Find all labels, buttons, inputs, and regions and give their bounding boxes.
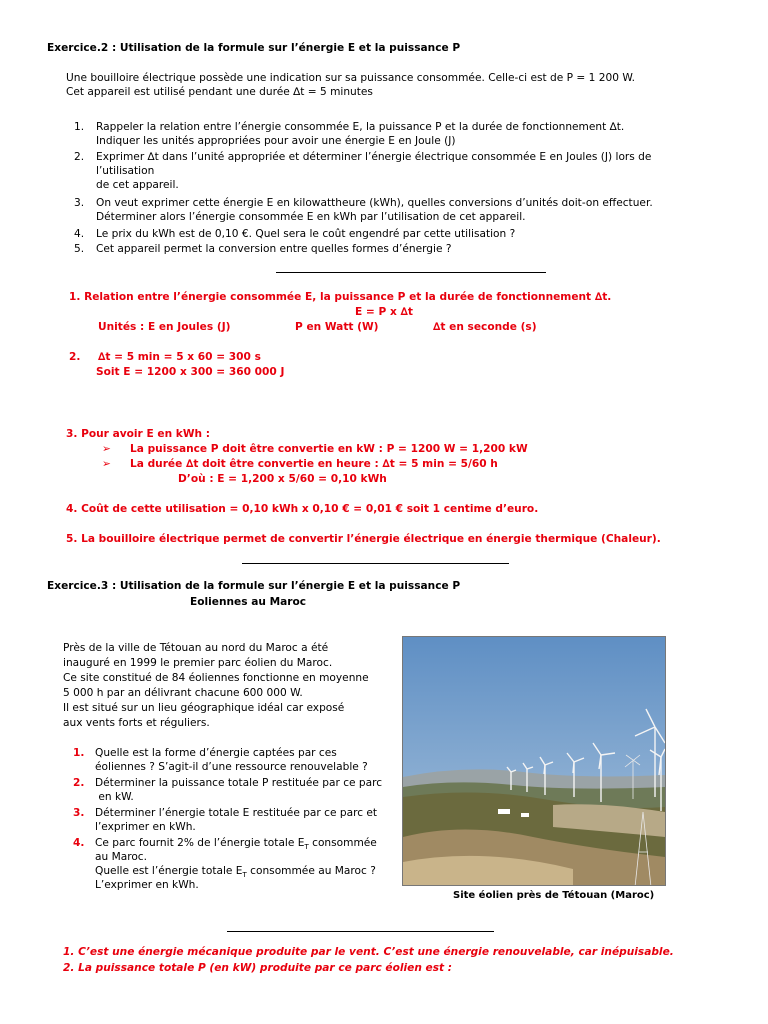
question-text: l’utilisation <box>96 165 155 177</box>
ex2-question-4 <box>74 227 515 241</box>
wind-farm-illustration <box>403 637 665 885</box>
wind-farm-photo <box>402 636 666 886</box>
ex2-answer-1-unit-t: ∆t en seconde (s) <box>433 321 537 333</box>
ex2-answer-2-line-1: ∆t = 5 min = 5 x 60 = 300 s <box>98 351 261 363</box>
ex2-answer-3-result: D’où : E = 1,200 x 5/60 = 0,10 kWh <box>178 473 387 485</box>
bullet-text: La durée ∆t doit être convertie en heure : ∆t = 5 min = 5/60 h <box>130 458 498 470</box>
bullet-text: La puissance P doit être convertie en kW : P = 1200 W = 1,200 kW <box>130 443 528 455</box>
question-number: 4. <box>73 837 85 849</box>
ex2-answer-3-title: 3. Pour avoir E en kWh : <box>66 428 210 440</box>
question-text: consommée <box>308 837 377 849</box>
question-text: Cet appareil permet la conversion entre quelles formes d’énergie ? <box>96 243 452 255</box>
ex2-answer-3-bullet-2 <box>102 457 498 471</box>
question-text: Déterminer alors l’énergie consommée E en kWh par l’utilisation de cet appareil. <box>96 211 526 223</box>
ex2-answer-4: 4. Coût de cette utilisation = 0,10 kWh x 0,10 € = 0,01 € soit 1 centime d’euro. <box>66 503 539 515</box>
question-number: 2. <box>74 151 85 163</box>
question-number: 1. <box>74 121 85 133</box>
ex2-answer-3-bullet-1 <box>102 442 528 456</box>
question-text: éoliennes ? S’agit-il d’une ressource renouvelable ? <box>95 761 368 773</box>
ex2-answer-2-line-2: Soit E = 1200 x 300 = 360 000 J <box>96 366 285 378</box>
intro-line: inauguré en 1999 le premier parc éolien du Maroc. <box>63 657 333 669</box>
photo-caption: Site éolien près de Tétouan (Maroc) <box>453 890 655 901</box>
question-number: 5. <box>74 243 85 255</box>
ex2-question-1 <box>74 120 624 148</box>
divider <box>276 272 546 273</box>
ex2-answer-1-unit-e: Unités : E en Joules (J) <box>98 321 231 333</box>
question-text: Déterminer l’énergie totale E restituée par ce parc et <box>95 807 378 819</box>
ex3-title: Exercice.3 : Utilisation de la formule sur l’énergie E et la puissance P <box>47 580 461 592</box>
ex2-answer-1-formula: E = P x ∆t <box>355 306 413 318</box>
ex2-intro-line-1: Une bouilloire électrique possède une indication sur sa puissance consommée. Celle-ci est de P = 1 200 W. <box>66 72 635 84</box>
question-text: Indiquer les unités appropriées pour avoir une énergie E en Joule (J) <box>96 135 456 147</box>
ex3-intro <box>63 641 369 731</box>
question-text: Quelle est la forme d’énergie captées par ces <box>95 747 337 759</box>
subscript-t: T <box>304 843 309 852</box>
question-text: Ce parc fournit 2% de l’énergie totale E <box>95 837 305 849</box>
question-number: 3. <box>74 197 85 209</box>
question-text: Exprimer ∆t dans l’unité appropriée et déterminer l’énergie électrique consommée E en Joules (J) lors de <box>96 151 652 163</box>
question-text: Quelle est l’énergie totale E <box>95 865 243 877</box>
question-text: Le prix du kWh est de 0,10 €. Quel sera le coût engendré par cette utilisation ? <box>96 228 516 240</box>
intro-line: Près de la ville de Tétouan au nord du Maroc a été <box>63 642 329 654</box>
arrow-bullet-icon: ➢ <box>102 458 111 470</box>
arrow-bullet-icon: ➢ <box>102 443 111 455</box>
intro-line: Ce site constitué de 84 éoliennes fonctionne en moyenne <box>63 672 369 684</box>
question-text: L’exprimer en kWh. <box>95 879 199 891</box>
question-text: en kW. <box>95 791 134 803</box>
intro-line: aux vents forts et réguliers. <box>63 717 210 729</box>
question-number: 2. <box>73 777 85 789</box>
question-text: On veut exprimer cette énergie E en kilowattheure (kWh), quelles conversions d’unités doit-on effectuer. <box>96 197 653 209</box>
ex3-subtitle: Eoliennes au Maroc <box>190 596 307 608</box>
question-text: consommée au Maroc ? <box>246 865 376 877</box>
ex2-title: Exercice.2 : Utilisation de la formule sur l’énergie E et la puissance P <box>47 42 461 54</box>
ex2-intro-line-2: Cet appareil est utilisé pendant une durée ∆t = 5 minutes <box>66 86 373 98</box>
question-number: 4. <box>74 228 85 240</box>
question-text: de cet appareil. <box>96 179 179 191</box>
ex2-question-5 <box>74 242 451 256</box>
question-text: Rappeler la relation entre l’énergie consommée E, la puissance P et la durée de fonctionnement ∆t. <box>96 121 625 133</box>
ex3-answer-2: 2. La puissance totale P (en kW) produite par ce parc éolien est : <box>63 962 453 974</box>
ex2-question-3 <box>74 196 653 224</box>
ex3-answer-1: 1. C’est une énergie mécanique produite par le vent. C’est une énergie renouvelable, car inépuisable. <box>63 946 674 958</box>
intro-line: 5 000 h par an délivrant chacune 600 000 W. <box>63 687 303 699</box>
ex3-question-2 <box>73 776 382 804</box>
divider <box>227 931 494 932</box>
question-number: 1. <box>73 747 85 759</box>
ex2-question-2 <box>74 150 651 192</box>
ex3-question-1 <box>73 746 368 774</box>
question-text: au Maroc. <box>95 851 148 863</box>
question-text: l’exprimer en kWh. <box>95 821 196 833</box>
intro-line: Il est situé sur un lieu géographique idéal car exposé <box>63 702 345 714</box>
ex2-answer-5: 5. La bouilloire électrique permet de convertir l’énergie électrique en énergie thermique (Chaleur). <box>66 533 661 545</box>
ex2-answer-1-unit-p: P en Watt (W) <box>295 321 379 333</box>
subscript-t: T <box>242 871 247 880</box>
question-number: 3. <box>73 807 85 819</box>
ex2-answer-1-title: 1. Relation entre l’énergie consommée E, la puissance P et la durée de fonctionnement ∆t. <box>69 291 612 303</box>
ex3-question-3 <box>73 806 377 834</box>
question-text: Déterminer la puissance totale P restituée par ce parc <box>95 777 383 789</box>
ex3-question-4 <box>73 836 377 892</box>
ex2-answer-2-number: 2. <box>69 351 81 363</box>
divider <box>242 563 509 564</box>
